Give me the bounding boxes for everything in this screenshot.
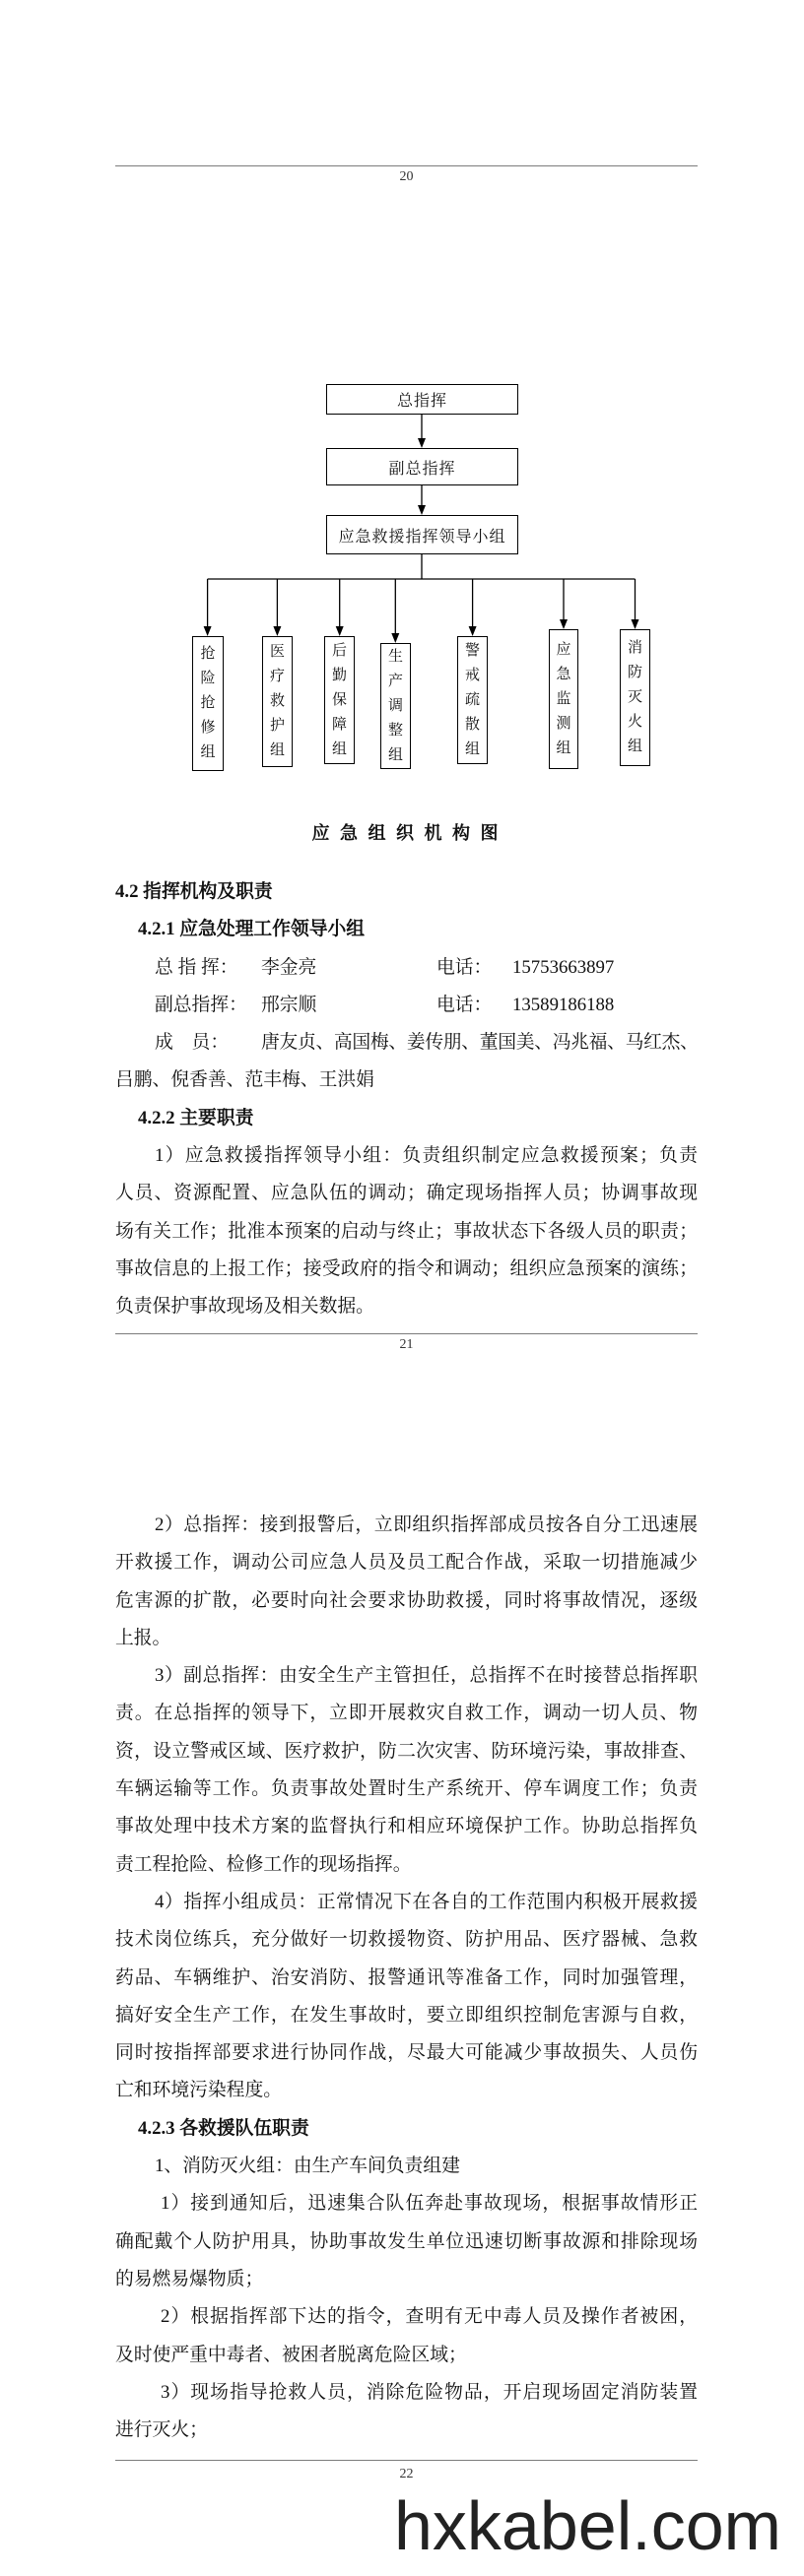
org-team-box bbox=[324, 636, 355, 764]
org-box-label: 副总指挥 bbox=[388, 460, 456, 478]
person-name: 邢宗顺 bbox=[261, 994, 317, 1015]
body-line: 责。在总指挥的领导下，立即开展救灾自救工作，调动一切人员、物 bbox=[115, 1703, 698, 1724]
section-4-2 bbox=[115, 873, 698, 1326]
person-name: 李金亮 bbox=[261, 956, 317, 978]
page-number: 21 bbox=[399, 1337, 414, 1352]
arrowhead bbox=[632, 619, 639, 629]
org-team-box bbox=[262, 636, 293, 767]
body-line: 药品、车辆维护、治安消防、报警通讯等准备工作，同时加强管理， bbox=[115, 1966, 698, 1988]
org-team-box bbox=[380, 643, 411, 769]
arrowhead bbox=[418, 438, 426, 448]
org-team-box bbox=[192, 636, 224, 771]
commander-row bbox=[115, 949, 698, 987]
org-box-commander bbox=[326, 384, 518, 415]
phone-number: 13589186188 bbox=[512, 994, 615, 1015]
body-line: 负责保护事故现场及相关数据。 bbox=[115, 1296, 374, 1318]
subsection-heading: 4.2.1 应急处理工作领导小组 bbox=[138, 919, 366, 940]
org-team-label: 生产调整组 bbox=[387, 648, 403, 763]
body-line: 同时按指挥部要求进行协同作战，尽最大可能减少事故损失、人员伤 bbox=[115, 2042, 698, 2064]
arrowhead bbox=[391, 633, 399, 643]
arrowhead bbox=[336, 626, 344, 636]
page-number: 22 bbox=[399, 2467, 414, 2481]
body-line: 事故处理中技术方案的监督执行和相应环境保护工作。协助总指挥负 bbox=[115, 1816, 698, 1837]
org-chart-caption: 应 急 组 织 机 构 图 bbox=[311, 823, 502, 843]
body-line: 搞好安全生产工作，在发生事故时，要立即组织控制危害源与自救， bbox=[115, 2004, 698, 2026]
subsection-heading: 4.2.2 主要职责 bbox=[138, 1107, 254, 1128]
body-line: 责工程抢险、检修工作的现场指挥。 bbox=[115, 1853, 412, 1875]
page-separator bbox=[115, 2460, 698, 2461]
arrowhead bbox=[204, 626, 212, 636]
org-team-label: 后勤保障组 bbox=[331, 642, 347, 757]
org-team-box bbox=[457, 636, 488, 764]
body-line: 1）应急救援指挥领导小组：负责组织制定应急救援预案；负责 bbox=[155, 1145, 698, 1167]
watermark: hxkabel.com bbox=[394, 2487, 781, 2564]
member-names: 吕鹏、倪香善、范丰梅、王洪娟 bbox=[115, 1069, 374, 1091]
org-team-label: 抢险抢修组 bbox=[200, 646, 216, 760]
body-line: 亡和环境污染程度。 bbox=[115, 2080, 283, 2101]
body-line: 2）总指挥：接到报警后，立即组织指挥部成员按各自分工迅速展 bbox=[155, 1514, 698, 1535]
body-line: 资，设立警戒区域、医疗救护，防二次灾害、防环境污染，事故排查、 bbox=[115, 1740, 698, 1762]
phone-label: 电话： bbox=[436, 994, 493, 1015]
role-label: 总 指 挥： bbox=[155, 956, 238, 978]
body-line: 的易燃易爆物质； bbox=[115, 2268, 264, 2289]
org-team-label: 医疗救护组 bbox=[269, 644, 285, 758]
deputy-row bbox=[115, 987, 698, 1024]
arrowhead bbox=[273, 626, 281, 636]
page-separator bbox=[115, 1333, 698, 1334]
body-line: 进行灭火； bbox=[115, 2419, 208, 2441]
body-line: 人员、资源配置、应急队伍的调动；确定现场指挥人员；协调事故现 bbox=[115, 1183, 698, 1204]
body-line: 3）现场指导抢救人员，消除危险物品，开启现场固定消防装置 bbox=[161, 2381, 698, 2403]
body-line: 1）接到通知后，迅速集合队伍奔赴事故现场，根据事故情形正 bbox=[161, 2193, 698, 2215]
body-line: 4）指挥小组成员：正常情况下在各自的工作范围内积极开展救援 bbox=[155, 1891, 698, 1912]
org-box-deputy-commander bbox=[326, 448, 518, 485]
org-team-box bbox=[620, 629, 650, 766]
org-team-label: 应急监测组 bbox=[556, 641, 571, 756]
body-line: 开救援工作，调动公司应急人员及员工配合作战，采取一切措施减少 bbox=[115, 1552, 698, 1574]
role-label: 成 员： bbox=[155, 1032, 230, 1054]
section-heading: 4.2 指挥机构及职责 bbox=[115, 881, 273, 902]
org-box-label: 总指挥 bbox=[396, 393, 447, 410]
page-number: 20 bbox=[399, 169, 414, 184]
body-line: 车辆运输等工作。负责事故处置时生产系统开、停车调度工作；负责 bbox=[115, 1778, 698, 1800]
body-line: 危害源的扩散，必要时向社会要求协助救援，同时将事故情况，逐级 bbox=[115, 1589, 698, 1611]
arrowhead bbox=[418, 505, 426, 515]
body-line: 技术岗位练兵，充分做好一切救援物资、防护用品、医疗器械、急救 bbox=[115, 1929, 698, 1951]
body-line: 场有关工作；批准本预案的启动与终止；事故状态下各级人员的职责； bbox=[115, 1220, 698, 1242]
members-row bbox=[115, 1024, 698, 1062]
role-label: 副总指挥： bbox=[155, 994, 247, 1015]
body-line: 及时使严重中毒者、被困者脱离危险区域； bbox=[115, 2344, 467, 2365]
section-4-2-continued bbox=[115, 1507, 698, 2449]
body-line: 确配戴个人防护用具，协助事故发生单位迅速切断事故源和排除现场 bbox=[115, 2230, 698, 2252]
org-team-label: 消防灭火组 bbox=[627, 640, 642, 754]
arrowhead bbox=[469, 626, 477, 636]
org-box-leading-group bbox=[326, 515, 518, 554]
team-title: 1、消防灭火组：由生产车间负责组建 bbox=[155, 2156, 460, 2177]
subsection-heading: 4.2.3 各救援队伍职责 bbox=[138, 2117, 309, 2139]
body-line: 2）根据指挥部下达的指令，查明有无中毒人员及操作者被困， bbox=[161, 2306, 698, 2328]
arrowhead bbox=[560, 619, 568, 629]
org-team-box bbox=[549, 629, 578, 769]
member-names: 唐友贞、高国梅、姜传朋、董国美、冯兆福、马红杰、 bbox=[261, 1032, 699, 1054]
body-line: 事故信息的上报工作；接受政府的指令和调动；组织应急预案的演练； bbox=[115, 1257, 698, 1279]
org-box-label: 应急救援指挥领导小组 bbox=[338, 528, 506, 546]
phone-label: 电话： bbox=[436, 956, 493, 978]
phone-number: 15753663897 bbox=[512, 956, 615, 978]
body-line: 3）副总指挥：由安全生产主管担任，总指挥不在时接替总指挥职 bbox=[155, 1665, 698, 1687]
org-team-label: 警戒疏散组 bbox=[464, 642, 480, 757]
body-line: 上报。 bbox=[115, 1627, 171, 1648]
